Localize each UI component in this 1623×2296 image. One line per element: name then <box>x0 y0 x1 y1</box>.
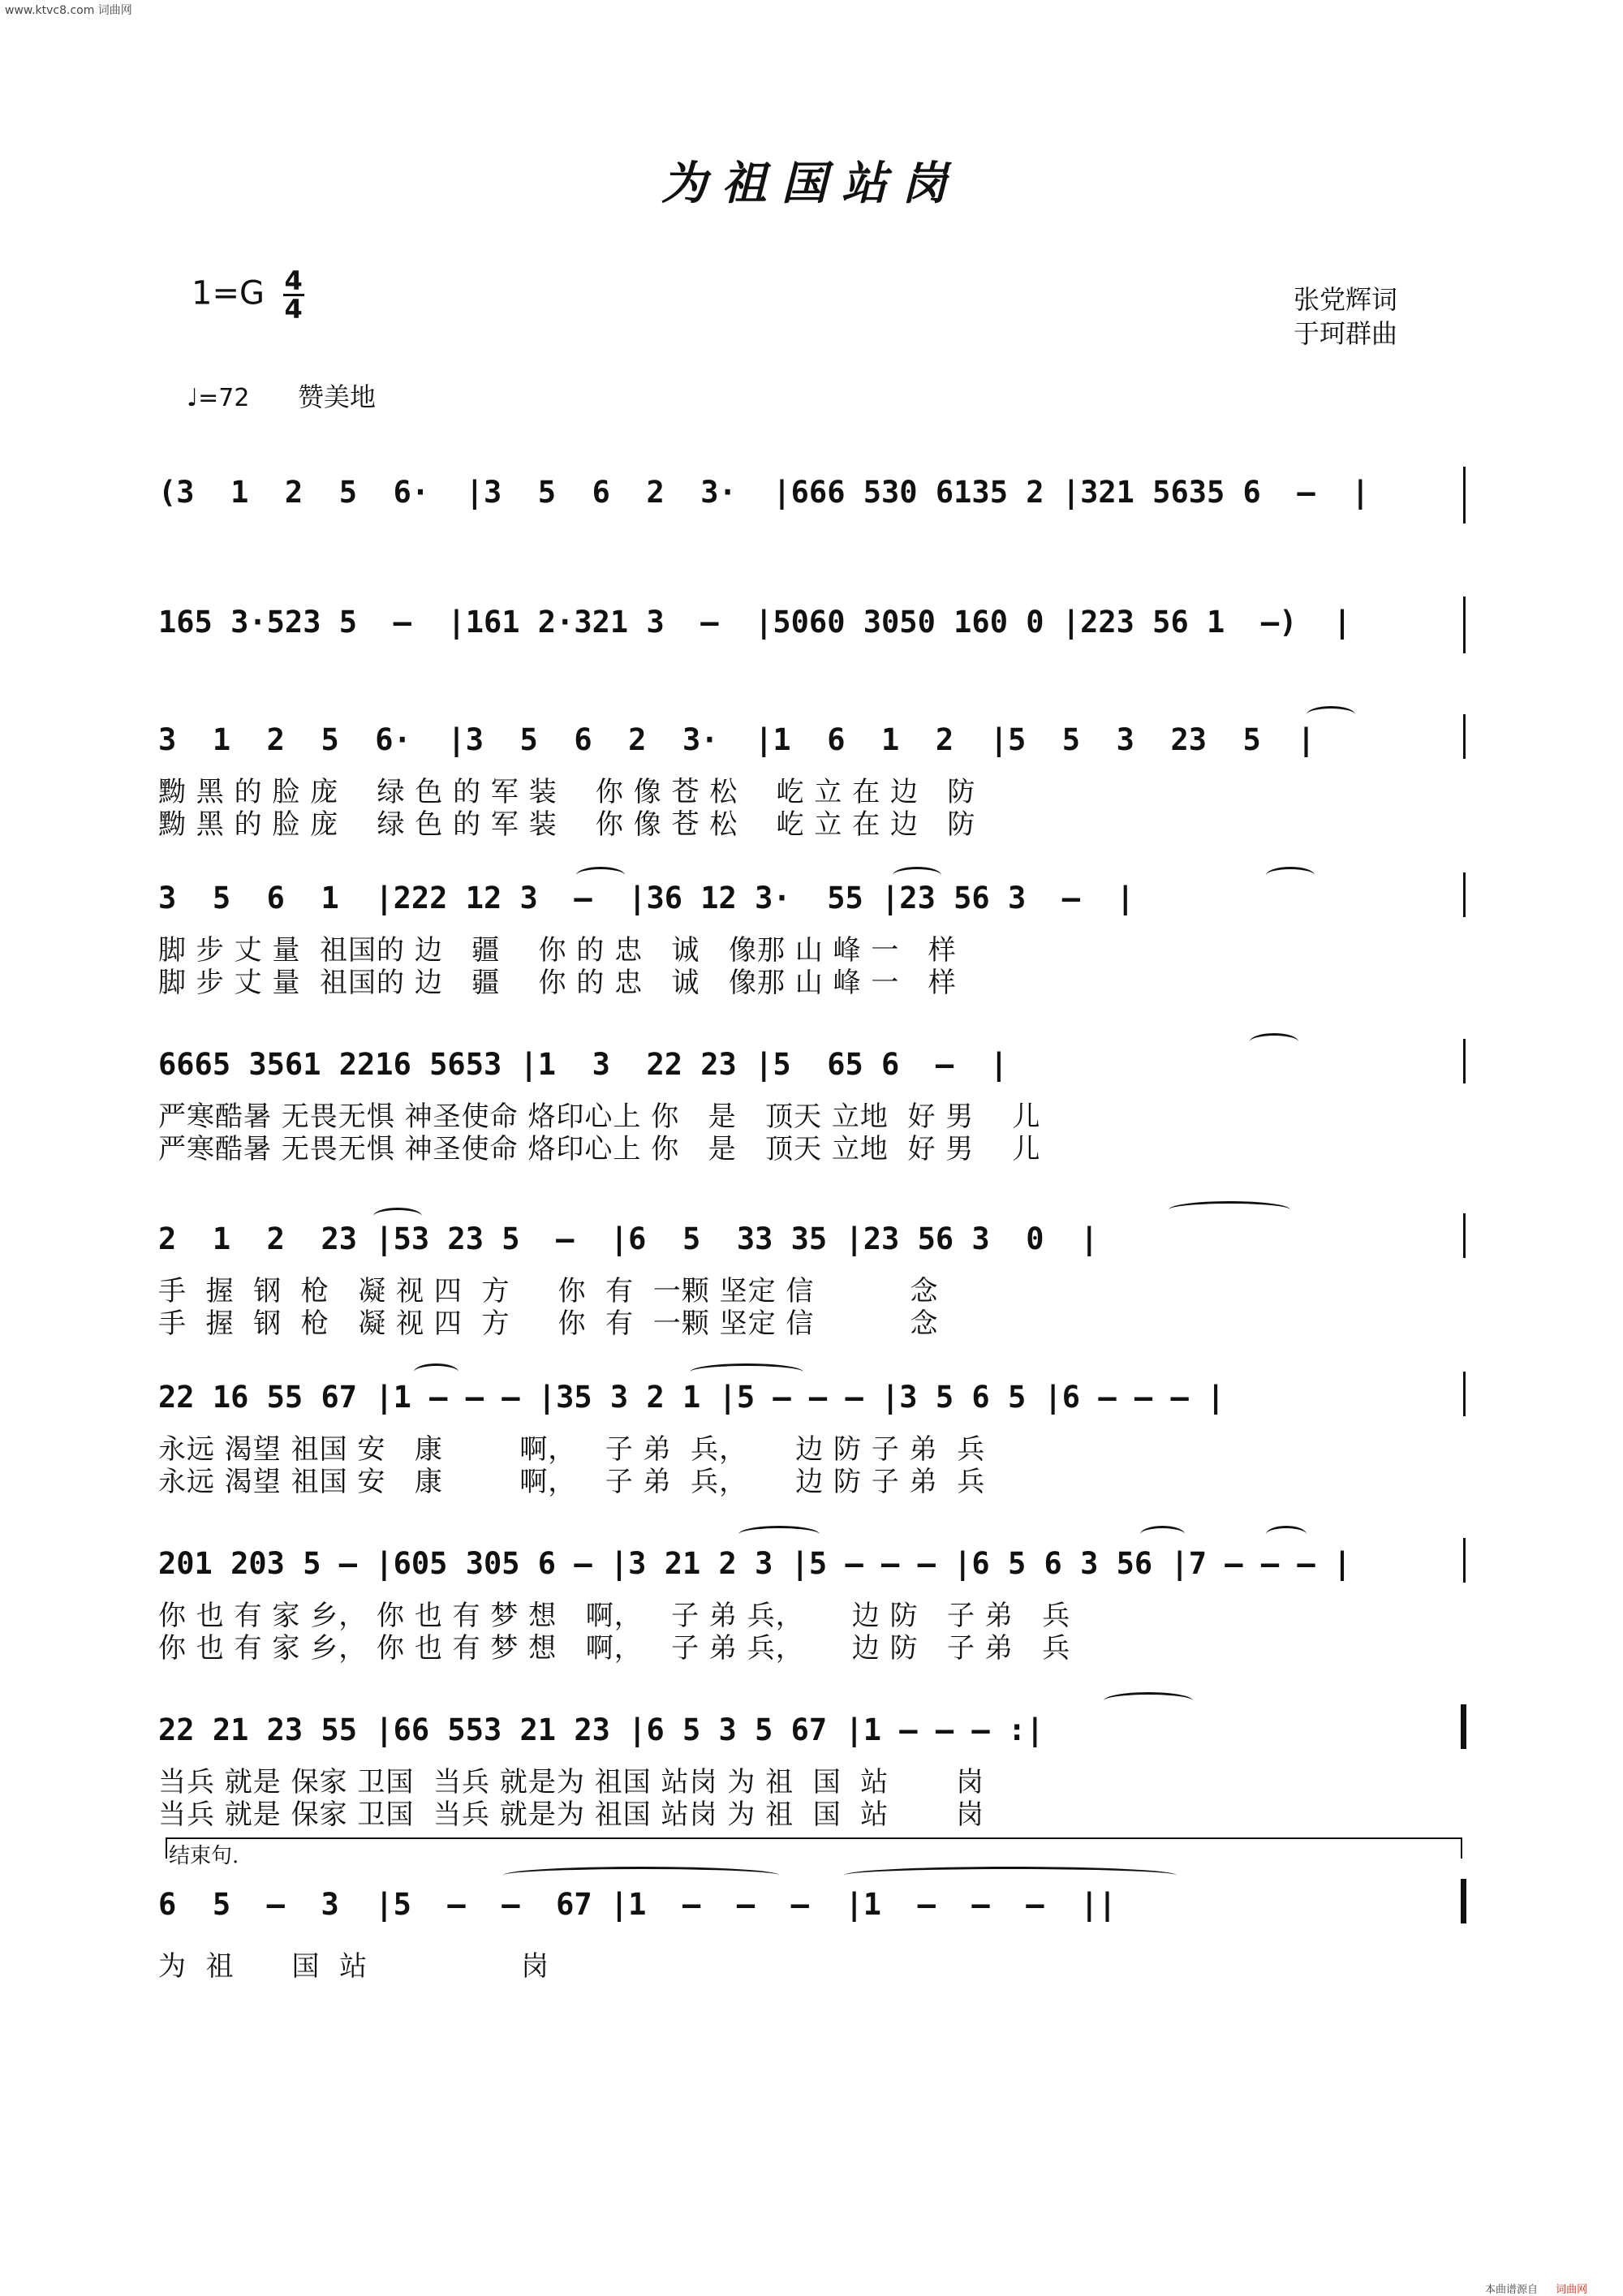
bar-line <box>1463 1372 1466 1416</box>
slur <box>414 1363 458 1381</box>
slur <box>1140 1526 1185 1543</box>
time-bottom: 4 <box>284 294 303 325</box>
slur <box>738 1526 820 1543</box>
slur <box>373 1208 422 1225</box>
notes-line: 22 16 55 67 |1 – – – |35 3 2 1 |5 – – – |3 5 6 5 |6 – – – | <box>158 1380 1225 1415</box>
ending-bracket <box>166 1837 1462 1859</box>
lyric-line-2: 脚 步 丈 量 祖国的 边 疆 你 的 忠 诚 像那 山 峰 一 样 <box>158 967 957 999</box>
lyric-line-1: 当兵 就是 保家 卫国 当兵 就是为 祖国 站岗 为 祖 国 站 岗 <box>158 1766 984 1798</box>
slur <box>690 1363 803 1381</box>
lyric-line-1: 手 握 钢 枪 凝 视 四 方 你 有 一颗 坚定 信 念 <box>158 1275 939 1307</box>
lyric-line-2: 你 也 有 家 乡， 你 也 有 梦 想 啊， 子 弟 兵， 边 防 子 弟 兵 <box>158 1632 1071 1665</box>
notes-line: 6665 3561 2216 5653 |1 3 22 23 |5 65 6 – | <box>158 1047 1008 1082</box>
notes-line: 2 1 2 23 |53 23 5 – |6 5 33 35 |23 56 3 0 | <box>158 1221 1099 1256</box>
watermark-bottom-left: 本曲谱源自 <box>1485 2284 1539 2296</box>
notes-line: 22 21 23 55 |66 553 21 23 |6 5 3 5 67 |1 – – – :| <box>158 1712 1044 1747</box>
time-signature <box>283 265 304 325</box>
slur <box>1307 706 1355 723</box>
notes-line: 3 1 2 5 6· |3 5 6 2 3· |1 6 1 2 |5 5 3 23 5 | <box>158 722 1315 757</box>
lyric-line-1: 你 也 有 家 乡， 你 也 有 梦 想 啊， 子 弟 兵， 边 防 子 弟 兵 <box>158 1600 1071 1632</box>
lyric-line-1: 脚 步 丈 量 祖国的 边 疆 你 的 忠 诚 像那 山 峰 一 样 <box>158 934 957 967</box>
bar-line <box>1463 467 1466 523</box>
notes-line: (3 1 2 5 6· |3 5 6 2 3· |666 530 6135 2 |321 5635 6 – | <box>158 475 1370 510</box>
bar-line <box>1463 597 1466 653</box>
slur <box>576 867 625 884</box>
lyric-line-2: 黝 黑 的 脸 庞 绿 色 的 军 装 你 像 苍 松 屹 立 在 边 防 <box>158 808 976 841</box>
bar-line <box>1463 1039 1466 1083</box>
slur <box>844 1867 1177 1884</box>
notes-line: 165 3·523 5 – |161 2·321 3 – |5060 3050 160 0 |223 56 1 –) | <box>158 605 1352 640</box>
credits <box>1294 282 1397 351</box>
page-title: 为祖国站岗 <box>661 157 962 210</box>
final-bar-line <box>1461 1879 1466 1923</box>
slur <box>503 1867 779 1884</box>
watermark-bottom <box>1485 2281 1587 2296</box>
slur <box>1250 1033 1298 1050</box>
lyric-line-2: 永远 渴望 祖国 安 康 啊， 子 弟 兵， 边 防 子 弟 兵 <box>158 1466 986 1498</box>
lyric-line-1: 为 祖 国 站 岗 <box>158 1950 549 1983</box>
lyric-line-2: 手 握 钢 枪 凝 视 四 方 你 有 一颗 坚定 信 念 <box>158 1307 939 1340</box>
slur <box>893 867 941 884</box>
tempo-marking <box>187 377 376 414</box>
slur <box>1169 1201 1290 1218</box>
notes-line: 201 203 5 – |605 305 6 – |3 21 2 3 |5 – – – |6 5 6 3 56 |7 – – – | <box>158 1546 1352 1581</box>
lyric-line-1: 永远 渴望 祖国 安 康 啊， 子 弟 兵， 边 防 子 弟 兵 <box>158 1433 986 1466</box>
watermark-bottom-right: 词曲网 <box>1556 2284 1588 2296</box>
slur <box>1104 1692 1193 1709</box>
notes-line: 3 5 6 1 |222 12 3 – |36 12 3· 55 |23 56 3 – | <box>158 881 1134 915</box>
key-label: 1=G <box>192 274 265 312</box>
lyric-line-1: 黝 黑 的 脸 庞 绿 色 的 军 装 你 像 苍 松 屹 立 在 边 防 <box>158 776 976 808</box>
lyricist: 张党辉词 <box>1294 284 1398 315</box>
repeat-bar-line <box>1461 1704 1466 1749</box>
ending-label: 结束句. <box>169 1844 239 1868</box>
slur <box>1266 1526 1307 1543</box>
tempo-bpm: ♩=72 <box>187 384 250 412</box>
bar-line <box>1463 1213 1466 1258</box>
bar-line <box>1463 1538 1466 1583</box>
lyric-line-1: 严寒酷暑 无畏无惧 神圣使命 烙印心上 你 是 顶天 立地 好 男 儿 <box>158 1101 1041 1133</box>
composer: 于珂群曲 <box>1294 318 1398 349</box>
tempo-mood: 赞美地 <box>298 381 377 412</box>
notes-line: 6 5 – 3 |5 – – 67 |1 – – – |1 – – – || <box>158 1887 1117 1922</box>
bar-line <box>1463 714 1466 759</box>
lyric-line-2: 严寒酷暑 无畏无惧 神圣使命 烙印心上 你 是 顶天 立地 好 男 儿 <box>158 1133 1041 1165</box>
bar-line <box>1463 872 1466 917</box>
watermark-top: www.ktvc8.com 词曲网 <box>5 4 132 17</box>
lyric-line-2: 当兵 就是 保家 卫国 当兵 就是为 祖国 站岗 为 祖 国 站 岗 <box>158 1798 984 1831</box>
key-signature <box>192 265 304 325</box>
time-top: 4 <box>284 265 303 296</box>
slur <box>1266 867 1315 884</box>
